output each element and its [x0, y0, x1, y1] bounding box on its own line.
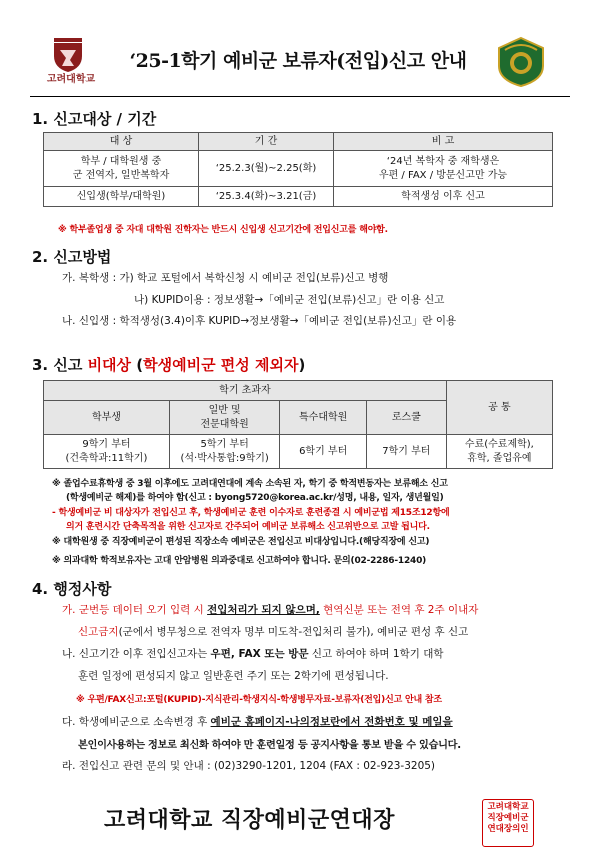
table-cell: 학적생성 이후 신고	[334, 187, 553, 207]
table-header-semester-excess: 학기 초과자	[44, 381, 447, 401]
exclusion-table	[43, 380, 553, 469]
section-3-warning: 의거 훈련시간 단축목적을 위한 신고자로 간주되어 예비군 보류해소 신고위반으로 고발 됩니다.	[66, 522, 430, 532]
table-row	[44, 435, 553, 469]
method-kupid: 나) KUPID이용 : 정보생활→「예비군 전입(보류)신고」란 이용 신고	[134, 294, 445, 306]
table-header-undergrad: 학부생	[44, 401, 170, 435]
table-cell: ‘25.2.3(월)~2.25(화)	[199, 151, 334, 187]
method-returning-student: 가. 복학생 : 가) 학교 포털에서 복학신청 시 예비군 전입(보류)신고 병행	[62, 272, 389, 284]
table-header-remark: 비 고	[334, 133, 553, 151]
table-header-grad: 일반 및 전문대학원	[169, 401, 280, 435]
section-4-heading: 4. 행정사항	[32, 580, 112, 598]
admin-item-ra: 라. 전입신고 관련 문의 및 안내 : (02)3290-1201, 1204 (FAX : 02-923-3205)	[62, 760, 436, 772]
table-header-special-grad: 특수대학원	[280, 401, 366, 435]
section-1-note: ※ 학부졸업생 중 자대 대학원 진학자는 반드시 신입생 신고기간에 전입신고를 해야함.	[58, 225, 388, 235]
method-freshman: 나. 신입생 : 학적생성(3.4)이후 KUPID→정보생활→「예비군 전입(보류)신고」란 이용	[62, 315, 457, 327]
section-3-warning: - 학생예비군 비 대상자가 전입신고 후, 학생예비군 훈련 이수자로 훈련종결 시 예비군법 제15조12항에	[52, 508, 450, 518]
admin-item-ga: 가. 군번등 데이터 오기 입력 시 전입처리가 되지 않으며, 현역신분 또는 전역 후 2주 이내자	[62, 604, 479, 616]
table-cell: 신입생(학부/대학원)	[44, 187, 199, 207]
section-3-note: ※ 졸업수료휴학생 중 3월 이후에도 고려대연대에 계속 소속된 자, 학기 중 학적변동자는 보류해소 신고	[52, 479, 448, 489]
table-header-law-school: 로스쿨	[366, 401, 446, 435]
table-cell: 7학기 부터	[366, 435, 446, 469]
official-seal-stamp: 고려대학교 직장예비군 연대장의인	[482, 799, 534, 847]
admin-item-na-cont: 훈련 일정에 편성되지 않고 일반훈련 주기 또는 2학기에 편성됩니다.	[78, 670, 389, 682]
admin-item-da: 다. 학생예비군으로 소속변경 후 예비군 홈페이지-나의정보란에서 전화번호 및 메일을	[62, 716, 453, 728]
table-cell: ‘25.3.4(화)~3.21(금)	[199, 187, 334, 207]
section-3-heading: 3. 신고 비대상 (학생예비군 편성 제외자)	[32, 356, 306, 374]
section-2-heading: 2. 신고방법	[32, 248, 112, 266]
university-name: 고려대학교	[46, 74, 96, 85]
table-row	[44, 187, 553, 207]
table-cell: ‘24년 복학자 중 재학생은 우편 / FAX / 방문신고만 가능	[334, 151, 553, 187]
table-cell: 수료(수료제학), 휴학, 졸업유예	[446, 435, 552, 469]
table-header-common: 공 통	[446, 381, 552, 435]
postal-fax-reference-note: ※ 우편/FAX신고:포털(KUPID)-지식관리-학생지식-학생병무자료-보류자(전입)신고 안내 참조	[76, 695, 442, 705]
admin-item-da-cont: 본인이사용하는 정보로 최신화 하여야 만 훈련일정 등 공지사항을 통보 받을 수 있습니다.	[78, 740, 461, 751]
table-row	[44, 151, 553, 187]
table-cell: 5학기 부터 (석·박사통합:9학기)	[169, 435, 280, 469]
admin-item-na: 나. 신고기간 이후 전입신고자는 우편, FAX 또는 방문 신고 하여야 하며 1학기 대학	[62, 648, 444, 660]
section-3-note: ※ 대학원생 중 직장예비군이 편성된 직장소속 예비군은 전입신고 비대상입니다.(해당직장에 신고)	[52, 537, 430, 547]
section-3-note: ※ 의과대학 학적보유자는 고대 안암병원 의과중대로 신고하여야 합니다. 문의(02-2286-1240)	[52, 556, 427, 566]
reserve-forces-emblem-icon	[495, 36, 547, 88]
table-cell: 학부 / 대학원생 중 군 전역자, 일반복학자	[44, 151, 199, 187]
admin-item-ga-cont: 신고금지(군에서 병무청으로 전역자 명부 미도착-전입처리 불가), 예비군 편성 후 신고	[78, 626, 469, 638]
section-1-heading: 1. 신고대상 / 기간	[32, 110, 157, 128]
table-header-period: 기 간	[199, 133, 334, 151]
signature-text: 고려대학교 직장예비군연대장	[104, 807, 395, 833]
report-period-table	[43, 132, 553, 207]
table-cell: 9학기 부터 (건축학과:11학기)	[44, 435, 170, 469]
table-cell: 6학기 부터	[280, 435, 366, 469]
document-title: ‘25-1학기 예비군 보류자(전입)신고 안내	[129, 50, 467, 72]
title-divider	[30, 96, 570, 97]
table-header-target: 대 상	[44, 133, 199, 151]
section-3-note: (학생예비군 해제)를 하여야 함(신고 : byong5720@korea.ac.kr/성명, 내용, 일자, 생년월일)	[66, 493, 444, 503]
